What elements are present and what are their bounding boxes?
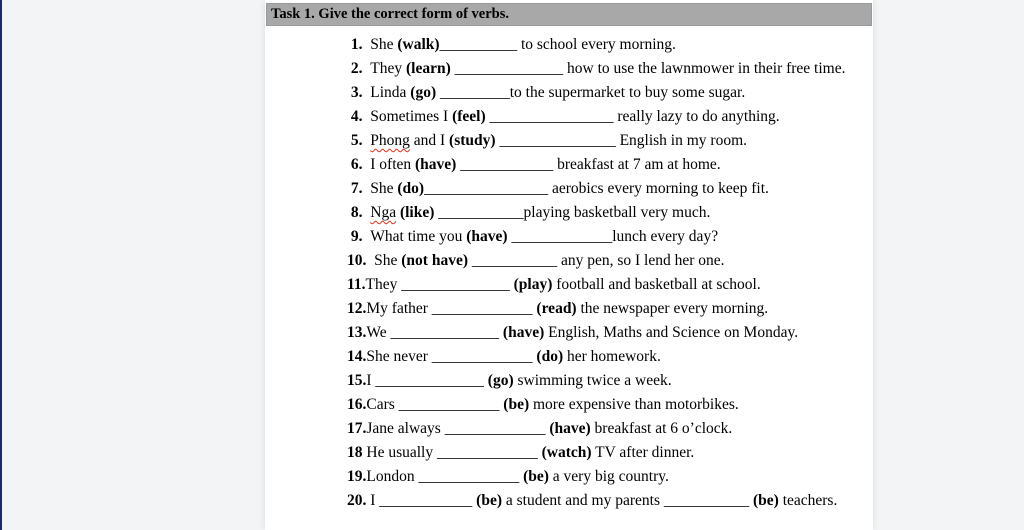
sentence-text: They <box>365 276 402 293</box>
exercise-item <box>265 129 873 153</box>
exercise-item <box>265 153 873 177</box>
verb-hint: (be) <box>503 396 530 413</box>
verb-hint: (have) <box>466 228 508 245</box>
item-number: 15. <box>347 372 367 389</box>
verb-hint: (walk) <box>397 36 440 53</box>
answer-blank: ________________ <box>489 108 614 125</box>
answer-blank: _____________ <box>418 468 520 485</box>
sentence-text: a student and my parents <box>502 492 664 509</box>
sentence-text: She <box>370 36 398 53</box>
verb-hint: (be) <box>752 492 779 509</box>
sentence-text: any pen, so I lend her one. <box>557 252 725 269</box>
exercise-item <box>265 489 873 513</box>
exercise-list <box>265 33 873 513</box>
item-number: 11. <box>347 276 366 293</box>
sentence-text: lunch every day? <box>612 228 719 245</box>
answer-blank: ______________ <box>390 324 500 341</box>
exercise-item <box>265 57 873 81</box>
exercise-item <box>265 297 873 321</box>
misspelled-word: Phong <box>370 132 410 149</box>
answer-blank: _____________ <box>444 420 546 437</box>
answer-blank: ___________ <box>471 252 558 269</box>
item-number: 5. <box>347 132 371 149</box>
item-number: 16. <box>347 396 367 413</box>
answer-blank: ____________ <box>460 156 554 173</box>
sentence-text: how to use the lawnmower in their free time. <box>563 60 846 77</box>
exercise-item <box>265 441 873 465</box>
item-number: 2. <box>347 60 371 77</box>
sentence-text: football and basketball at school. <box>552 276 761 293</box>
answer-blank: __________ <box>439 36 518 53</box>
sentence-text: She <box>374 252 402 269</box>
item-number: 8. <box>347 204 371 221</box>
exercise-item <box>265 249 873 273</box>
answer-blank: ______________ <box>401 276 510 293</box>
sentence-text: to the supermarket to buy some sugar. <box>509 84 746 101</box>
answer-blank: _____________ <box>431 300 533 317</box>
sentence-text: more expensive than motorbikes. <box>529 396 739 413</box>
sentence-text: swimming twice a week. <box>513 372 672 389</box>
verb-hint: (be) <box>523 468 549 485</box>
verb-hint: (read) <box>536 300 577 317</box>
exercise-item <box>265 33 873 57</box>
exercise-item <box>265 345 873 369</box>
exercise-item <box>265 321 873 345</box>
sentence-text: They <box>370 60 406 77</box>
verb-hint: (have) <box>549 420 591 437</box>
item-number: 1. <box>347 36 371 53</box>
sentence-text: London <box>366 468 419 485</box>
sentence-text: She <box>370 180 398 197</box>
answer-blank: _______________ <box>499 132 616 149</box>
sentence-text: I often <box>370 156 416 173</box>
item-number: 13. <box>347 324 367 341</box>
item-number: 17. <box>347 420 367 437</box>
answer-blank: ______________ <box>375 372 484 389</box>
item-number: 7. <box>347 180 371 197</box>
sentence-text: teachers. <box>778 492 838 509</box>
answer-blank: ____________ <box>379 492 473 509</box>
sentence-text: TV after dinner. <box>591 444 695 461</box>
sentence-text: Jane always <box>366 420 445 437</box>
item-number: 18 <box>347 444 367 461</box>
verb-hint: (like) <box>399 204 435 221</box>
exercise-item <box>265 273 873 297</box>
item-number: 12. <box>347 300 367 317</box>
exercise-item <box>265 177 873 201</box>
verb-hint: (go) <box>487 372 514 389</box>
verb-hint: (go) <box>410 84 437 101</box>
sentence-text: and I <box>409 132 450 149</box>
verb-hint: (do) <box>536 348 564 365</box>
item-number: 3. <box>347 84 371 101</box>
sentence-text: really lazy to do anything. <box>613 108 780 125</box>
answer-blank: ___________ <box>438 204 524 221</box>
sentence-text: She never <box>366 348 432 365</box>
exercise-item <box>265 465 873 489</box>
sentence-text: We <box>366 324 391 341</box>
sentence-text: her homework. <box>563 348 661 365</box>
task-header: Task 1. Give the correct form of verbs. <box>266 3 872 26</box>
document-page <box>265 0 873 530</box>
answer-blank: ________________ <box>424 180 549 197</box>
verb-hint: (learn) <box>405 60 451 77</box>
sentence-text: breakfast at 7 am at home. <box>553 156 721 173</box>
answer-blank: ___________ <box>663 492 750 509</box>
item-number: 9. <box>347 228 371 245</box>
exercise-item <box>265 417 873 441</box>
sentence-text: I <box>370 492 380 509</box>
misspelled-word: Nga <box>370 204 397 221</box>
exercise-item <box>265 225 873 249</box>
verb-hint: (feel) <box>452 108 486 125</box>
exercise-item <box>265 393 873 417</box>
verb-hint: (be) <box>476 492 502 509</box>
exercise-item <box>265 105 873 129</box>
item-number: 20. <box>347 492 371 509</box>
sentence-text: to school every morning. <box>517 36 676 53</box>
item-number: 4. <box>347 108 371 125</box>
sentence-text: Sometimes I <box>370 108 453 125</box>
sentence-text: a very big country. <box>548 468 669 485</box>
exercise-item <box>265 201 873 225</box>
verb-hint: (do) <box>397 180 425 197</box>
sentence-text: the newspaper every morning. <box>576 300 769 317</box>
exercise-item <box>265 81 873 105</box>
verb-hint: (study) <box>449 132 496 149</box>
item-number: 19. <box>347 468 367 485</box>
sentence-text: English, Maths and Science on Monday. <box>544 324 799 341</box>
verb-hint: (play) <box>513 276 553 293</box>
sentence-text: English in my room. <box>615 132 748 149</box>
left-accent-line <box>0 0 2 530</box>
answer-blank: _____________ <box>511 228 613 245</box>
sentence-text: aerobics every morning to keep fit. <box>548 180 769 197</box>
answer-blank: ______________ <box>454 60 564 77</box>
answer-blank: _________ <box>439 84 510 101</box>
answer-blank: _____________ <box>398 396 500 413</box>
sentence-text: My father <box>366 300 432 317</box>
verb-hint: (watch) <box>541 444 592 461</box>
sentence-text: Cars <box>366 396 399 413</box>
answer-blank: _____________ <box>436 444 538 461</box>
verb-hint: (have) <box>502 324 545 341</box>
sentence-text: I <box>366 372 376 389</box>
item-number: 6. <box>347 156 371 173</box>
answer-blank: _____________ <box>431 348 533 365</box>
sentence-text: He usually <box>366 444 437 461</box>
exercise-item <box>265 369 873 393</box>
item-number: 14. <box>347 348 367 365</box>
sentence-text: What time you <box>370 228 467 245</box>
sentence-text: playing basketball very much. <box>523 204 711 221</box>
sentence-text: breakfast at 6 o’clock. <box>590 420 733 437</box>
verb-hint: (have) <box>415 156 457 173</box>
item-number: 10. <box>347 252 375 269</box>
verb-hint: (not have) <box>401 252 468 269</box>
sentence-text: Linda <box>370 84 411 101</box>
